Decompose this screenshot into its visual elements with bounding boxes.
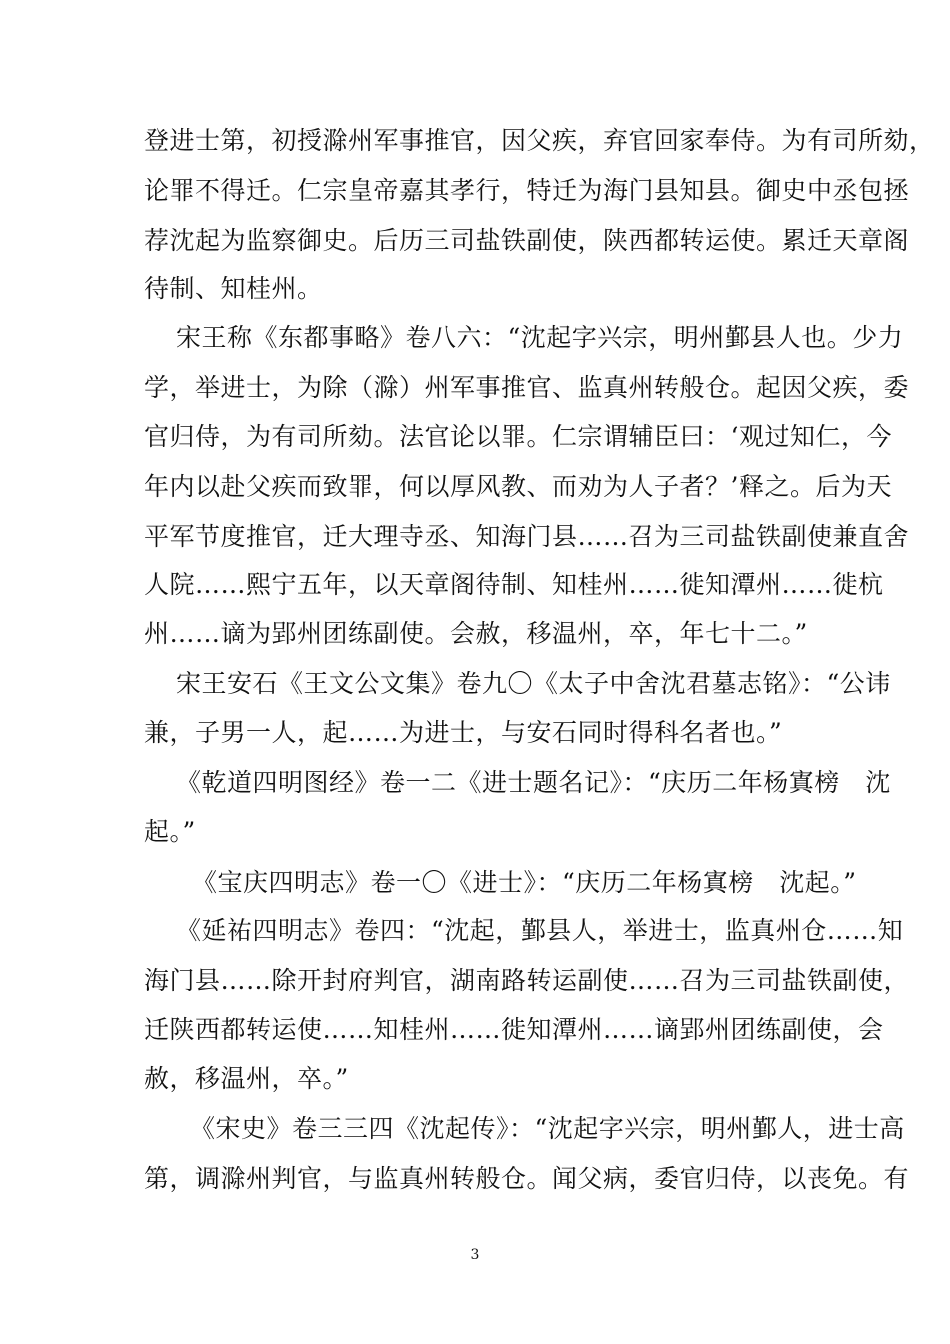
text-line-21: 《宋史》卷三三四《沈起传》：“沈起字兴宗，明州鄞人，进士高	[190, 1114, 905, 1143]
text-line-18: 海门县……除开封府判官，湖南路转运副使……召为三司盐铁副使，	[144, 966, 910, 995]
text-line-20: 赦，移温州，卒。”	[144, 1064, 349, 1093]
page-number: 3	[470, 1247, 480, 1263]
text-line-16: 《宝庆四明志》卷一〇《进士》：“庆历二年杨寘榜 沈起。”	[192, 868, 857, 897]
text-line-12: 宋王安石《王文公文集》卷九〇《太子中舍沈君墓志铭》：“公讳	[176, 669, 891, 698]
text-line-17: 《延祐四明志》卷四：“沈起，鄞县人，举进士，监真州仓……知	[176, 916, 904, 945]
text-line-8: 年内以赴父疾而致罪，何以厚风教、而劝为人子者？’释之。后为天	[144, 472, 892, 501]
text-line-9: 平军节度推官，迁大理寺丞、知海门县……召为三司盐铁副使兼直舍	[144, 522, 910, 551]
text-line-13: 兼，子男一人，起……为进士，与安石同时得科名者也。”	[144, 718, 783, 747]
text-line-3: 荐沈起为监察御史。后历三司盐铁副使，陕西都转运使。累迁天章阁	[144, 226, 910, 255]
text-line-19: 迁陕西都转运使……知桂州……徙知潭州……谪郢州团练副使，会	[144, 1015, 884, 1044]
text-line-15: 起。”	[144, 817, 196, 846]
text-line-6: 学，举进士，为除（滁）州军事推官、监真州转般仓。起因父疾，委	[144, 373, 910, 402]
text-line-10: 人院……熙宁五年，以天章阁待制、知桂州……徙知潭州……徙杭	[144, 570, 884, 599]
text-line-4: 待制、知桂州。	[144, 274, 323, 303]
text-line-1: 登进士第，初授滁州军事推官，因父疾，弃官回家奉侍。为有司所劾，	[144, 126, 935, 155]
text-line-7: 官归侍，为有司所劾。法官论以罪。仁宗谓辅臣曰：‘观过知仁，今	[144, 422, 892, 451]
text-line-22: 第，调滁州判官，与监真州转般仓。闻父病，委官归侍，以丧免。有	[144, 1164, 910, 1193]
text-line-11: 州……谪为郢州团练副使。会赦，移温州，卒，年七十二。”	[144, 619, 808, 648]
text-line-2: 论罪不得迁。仁宗皇帝嘉其孝行，特迁为海门县知县。御史中丞包拯	[144, 176, 910, 205]
text-line-5: 宋王称《东都事略》卷八六：“沈起字兴宗，明州鄞县人也。少力	[176, 323, 904, 352]
text-line-14: 《乾道四明图经》卷一二《进士题名记》：“庆历二年杨寘榜 沈	[176, 768, 891, 797]
